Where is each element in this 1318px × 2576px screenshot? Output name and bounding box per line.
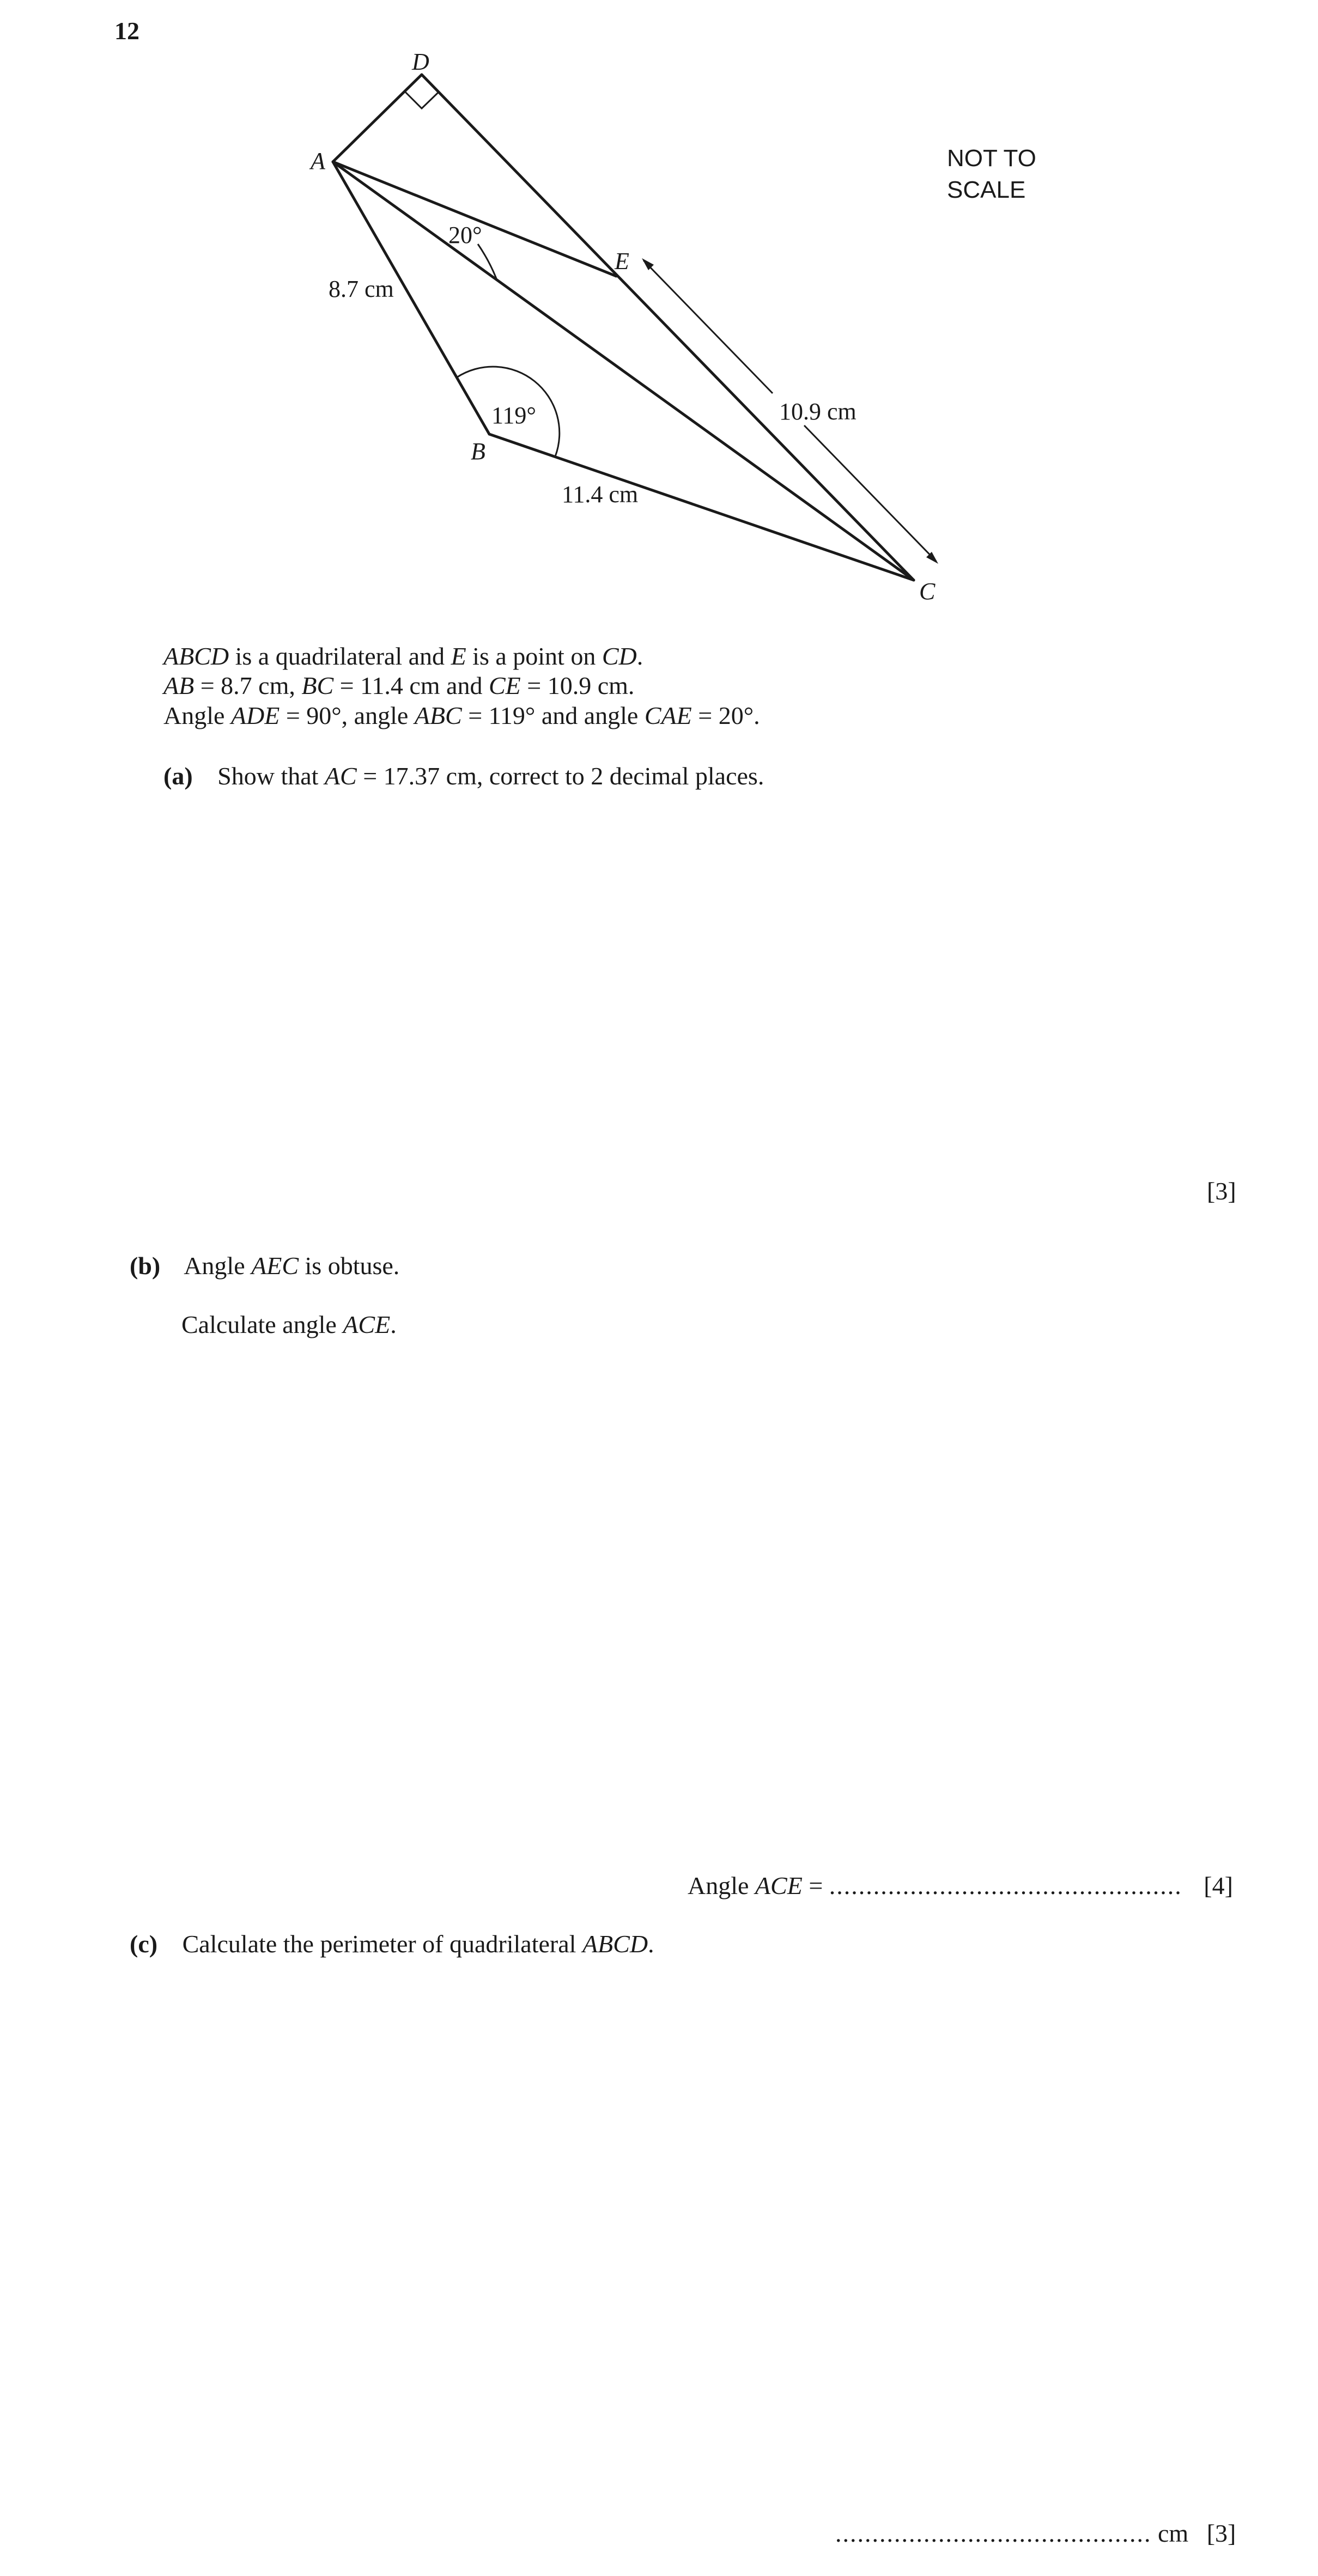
- statement-line-2: AB = 8.7 cm, BC = 11.4 cm and CE = 10.9 cm.: [163, 672, 635, 699]
- scale-note-line-2: SCALE: [947, 176, 1026, 203]
- side-BC: [489, 434, 914, 580]
- scale-note-line-1: NOT TO: [947, 145, 1036, 172]
- vertex-label-D: D: [412, 48, 429, 75]
- part-c-marks: [3]: [1206, 2519, 1236, 2547]
- part-b-label: (b): [130, 1252, 161, 1280]
- label-angle-CAE: 20°: [448, 222, 482, 248]
- part-b-marks: [4]: [1204, 1872, 1233, 1899]
- part-b-answer-dots[interactable]: ................................................: [829, 1872, 1182, 1899]
- quadrilateral-diagram: [0, 0, 1318, 632]
- part-b-answer-line: [688, 1871, 1233, 1900]
- part-b-subtext: Calculate angle ACE.: [181, 1311, 397, 1338]
- ce-dimension-line-lower: [804, 425, 936, 561]
- part-a-question: [163, 762, 764, 790]
- side-DC: [422, 75, 914, 580]
- part-b-answer-prefix: Angle ACE =: [688, 1872, 823, 1899]
- part-c-answer-line: [835, 2519, 1236, 2548]
- part-a-text: Show that AC = 17.37 cm, correct to 2 decimal places.: [217, 762, 764, 790]
- part-c-answer-dots[interactable]: ...........................................: [835, 2519, 1152, 2547]
- vertex-label-A: A: [311, 148, 325, 174]
- statement-line-3: Angle ADE = 90°, angle ABC = 119° and angle CAE = 20°.: [163, 702, 760, 729]
- label-BC-length: 11.4 cm: [562, 481, 639, 508]
- vertex-label-C: C: [919, 578, 936, 605]
- right-angle-marker: [405, 92, 439, 108]
- ce-dimension-line-upper: [643, 260, 773, 393]
- part-c-question: [130, 1929, 654, 1958]
- statement-line-1: ABCD is a quadrilateral and E is a point on CD.: [163, 642, 643, 670]
- vertex-label-E: E: [615, 248, 629, 275]
- part-a-label: (a): [163, 762, 193, 790]
- part-c-answer-unit: cm: [1158, 2519, 1189, 2547]
- part-b-text: Angle AEC is obtuse.: [184, 1252, 400, 1280]
- label-angle-B: 119°: [491, 402, 536, 429]
- vertex-label-B: B: [471, 438, 485, 465]
- part-a-marks: [3]: [1207, 1177, 1236, 1205]
- label-CE-length: 10.9 cm: [779, 398, 857, 425]
- diagonal-AC: [333, 162, 914, 580]
- part-c-text: Calculate the perimeter of quadrilateral ABCD.: [182, 1930, 654, 1958]
- side-AD: [333, 75, 422, 162]
- question-number: 12: [114, 17, 139, 45]
- label-AB-length: 8.7 cm: [329, 276, 394, 302]
- part-b-question: [130, 1251, 399, 1280]
- diagonal-AE: [333, 162, 616, 276]
- part-c-label: (c): [130, 1930, 158, 1958]
